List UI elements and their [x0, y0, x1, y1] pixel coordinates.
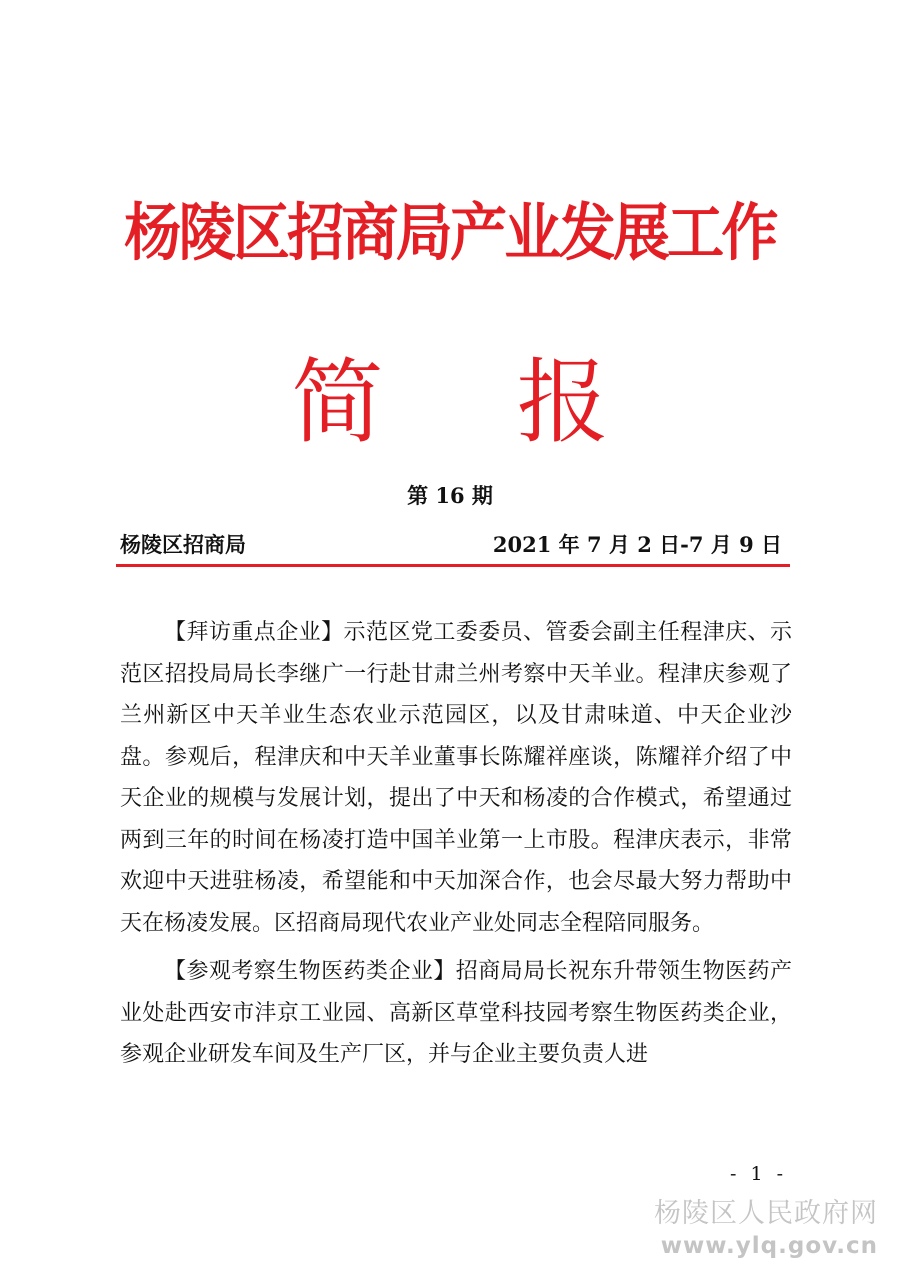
paragraph-biomedical-inspection: 【参观考察生物医药类企业】招商局局长祝东升带领生物医药产业处赴西安市沣京工业园、高新区草堂科技园考察生物医药类企业，参观企业研发车间及生产厂区，并与企业主要负责人进: [120, 959, 792, 1067]
issue-number: 第 16 期: [407, 483, 493, 508]
issue-date-range: 2021 年 7 月 2 日-7 月 9 日: [492, 532, 782, 557]
red-separator-line: [116, 564, 790, 567]
watermark-url: www.ylq.gov.cn: [660, 1233, 878, 1259]
paragraph-key-enterprise-visit: 【拜访重点企业】示范区党工委委员、管委会副主任程津庆、示范区招投局局长李继广一行赴甘肃兰州考察中天羊业。程津庆参观了兰州新区中天羊业生态农业示范园区，以及甘肃味道、中天企业沙盘。参观后，程津庆和中天羊业董事长陈耀祥座谈，陈耀祥介绍了中天企业的规模与发展计划，提出了中天和杨凌的合作模式，希望通过两到三年的时间在杨凌打造中国羊业第一上市股。程津庆表示，非常欢迎中天进驻杨凌，希望能和中天加深合作，也会尽最大努力帮助中天在杨凌发展。区招商局现代农业产业处同志全程陪同服务。: [120, 620, 792, 936]
brief-title: 简 报: [291, 349, 661, 456]
masthead-title: 杨陵区招商局产业发展工作: [124, 196, 776, 269]
page-number: - 1 -: [730, 1163, 788, 1185]
body-text: [120, 612, 792, 1083]
watermark: [654, 1197, 878, 1261]
issuer-name: 杨陵区招商局: [120, 532, 246, 557]
watermark-site-name: 杨陵区人民政府网: [654, 1198, 878, 1229]
